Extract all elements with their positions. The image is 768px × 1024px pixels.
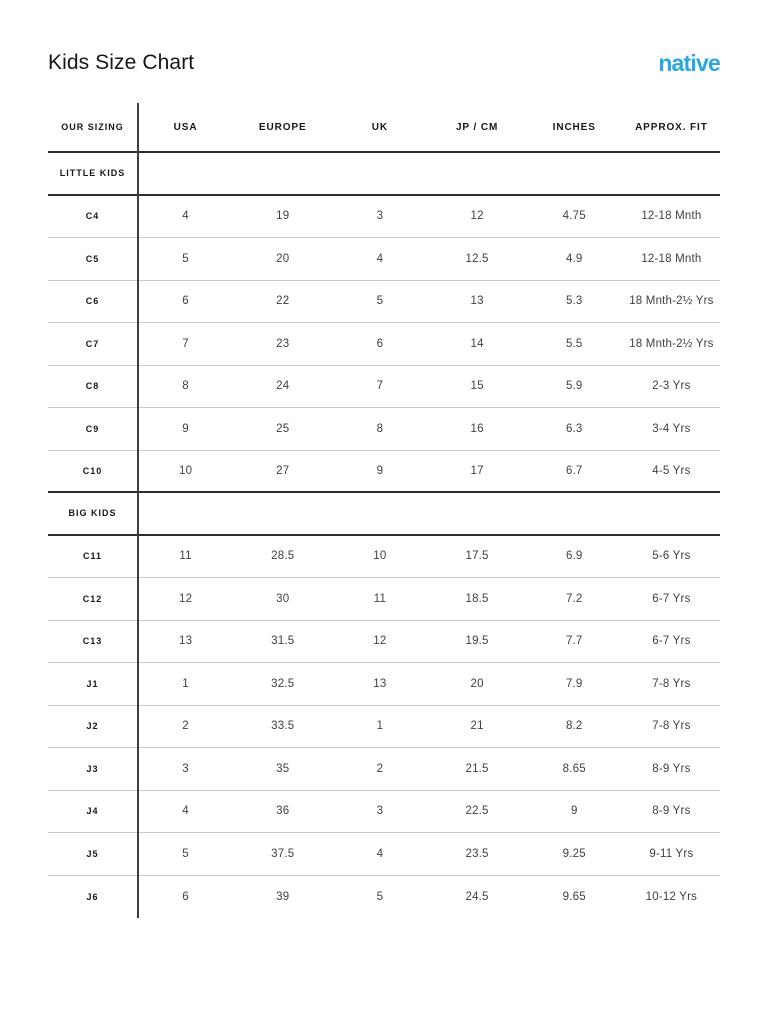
size-value: 20 (470, 677, 484, 690)
size-value: 18.5 (465, 592, 489, 605)
size-label: C6 (85, 296, 100, 307)
section-label: BIG KIDS (68, 508, 117, 519)
size-value: 9 (570, 805, 578, 818)
size-value: 15 (470, 380, 484, 393)
size-label: J2 (86, 721, 99, 732)
size-value: 4 (182, 210, 189, 223)
size-value: 7-8 Yrs (652, 720, 691, 733)
size-value: 4.75 (562, 210, 586, 223)
size-value: 7 (182, 337, 189, 350)
size-label: J4 (86, 806, 99, 817)
size-value: 20 (276, 252, 290, 265)
size-value: 5.3 (565, 295, 583, 308)
size-value: 17.5 (465, 550, 489, 563)
size-value: 13 (178, 635, 193, 648)
size-value: 13 (470, 295, 484, 308)
size-value: 16 (470, 422, 484, 435)
column-header-jp-cm: JP / CM (455, 121, 499, 133)
size-value: 31.5 (271, 635, 295, 648)
size-value: 19 (276, 210, 290, 223)
table-row (48, 876, 720, 919)
table-body (48, 153, 720, 918)
size-value: 2-3 Yrs (652, 380, 691, 393)
size-value: 12-18 Mnth (641, 252, 702, 265)
size-value: 14 (470, 337, 484, 350)
size-value: 6-7 Yrs (652, 592, 691, 605)
size-label: J3 (86, 763, 99, 774)
size-value: 21.5 (465, 762, 489, 775)
size-value: 9-11 Yrs (649, 847, 694, 860)
size-value: 9.65 (562, 890, 586, 903)
size-label: C13 (82, 636, 103, 647)
size-value: 7.9 (565, 677, 583, 690)
table-row (48, 663, 720, 706)
table-row (48, 281, 720, 324)
size-value: 12-18 Mnth (641, 210, 702, 223)
size-value: 6 (182, 890, 189, 903)
size-value: 5 (182, 847, 189, 860)
size-value: 24.5 (465, 890, 489, 903)
size-value: 37.5 (271, 847, 295, 860)
size-value: 33.5 (271, 720, 295, 733)
size-value: 21 (470, 720, 484, 733)
size-value: 10-12 Yrs (645, 890, 698, 903)
size-value: 4-5 Yrs (652, 464, 691, 477)
size-value: 5 (376, 890, 384, 903)
size-label: C10 (82, 465, 103, 476)
page-header (48, 48, 720, 78)
size-value: 7 (376, 380, 384, 393)
section-row (48, 153, 720, 196)
size-value: 7.2 (565, 592, 583, 605)
table-row (48, 238, 720, 281)
size-value: 35 (276, 762, 290, 775)
size-value: 3 (182, 762, 189, 775)
size-value: 9.25 (562, 847, 586, 860)
size-label: C11 (82, 551, 102, 562)
size-value: 9 (182, 422, 189, 435)
size-value: 23.5 (465, 847, 489, 860)
size-label: J6 (86, 891, 99, 902)
size-value: 6 (376, 337, 384, 350)
size-value: 25 (276, 422, 290, 435)
size-value: 8-9 Yrs (652, 805, 691, 818)
size-value: 23 (276, 337, 290, 350)
size-value: 13 (373, 677, 387, 690)
size-value: 1 (182, 677, 189, 690)
size-value: 1 (376, 720, 384, 733)
size-value: 5.9 (565, 380, 583, 393)
native-logo: native (658, 49, 720, 76)
size-label: C12 (82, 593, 103, 604)
section-label: LITTLE KIDS (59, 168, 126, 179)
size-value: 30 (276, 592, 290, 605)
size-value: 12.5 (465, 252, 489, 265)
size-chart-table (48, 103, 720, 918)
size-label: C4 (85, 211, 100, 222)
size-value: 4 (182, 805, 189, 818)
size-value: 10 (373, 550, 387, 563)
size-value: 8 (182, 380, 189, 393)
size-value: 4 (376, 847, 384, 860)
size-value: 8.65 (562, 762, 586, 775)
page-title: Kids Size Chart (48, 51, 195, 74)
table-header-row (48, 103, 720, 153)
size-label: J1 (86, 678, 99, 689)
size-value: 2 (376, 762, 384, 775)
size-label: C9 (85, 423, 100, 434)
size-value: 27 (276, 464, 290, 477)
size-value: 39 (276, 890, 290, 903)
size-value: 5.5 (565, 337, 583, 350)
table-row (48, 833, 720, 876)
column-header-approx-fit: APPROX. FIT (635, 121, 708, 133)
size-value: 22 (276, 295, 290, 308)
table-row (48, 366, 720, 409)
size-value: 11 (373, 592, 387, 605)
size-value: 12 (178, 592, 193, 605)
size-value: 32.5 (271, 677, 295, 690)
size-value: 3-4 Yrs (652, 422, 691, 435)
size-value: 7-8 Yrs (652, 677, 691, 690)
size-value: 6.9 (565, 550, 583, 563)
size-label: J5 (86, 848, 99, 859)
size-value: 7.7 (565, 635, 583, 648)
section-row (48, 493, 720, 536)
column-header-uk: UK (371, 121, 389, 133)
size-label: C8 (85, 381, 100, 392)
size-value: 6.7 (565, 464, 583, 477)
column-header-usa: USA (173, 121, 198, 133)
size-value: 9 (376, 464, 384, 477)
table-row (48, 196, 720, 239)
table-row (48, 578, 720, 621)
column-header-inches: INCHES (552, 121, 596, 133)
size-value: 3 (376, 805, 384, 818)
size-value: 12 (373, 635, 387, 648)
size-value: 11 (179, 550, 192, 563)
size-value: 4 (376, 252, 384, 265)
size-value: 19.5 (465, 635, 489, 648)
table-row (48, 536, 720, 579)
size-value: 28.5 (271, 550, 295, 563)
size-value: 5 (376, 295, 384, 308)
column-header-our-sizing: OUR SIZING (61, 122, 124, 132)
size-value: 18 Mnth-2½ Yrs (629, 295, 714, 308)
size-value: 2 (182, 720, 189, 733)
size-value: 17 (470, 464, 484, 477)
table-row (48, 408, 720, 451)
size-value: 18 Mnth-2½ Yrs (629, 337, 714, 350)
table-row (48, 748, 720, 791)
size-label: C5 (85, 253, 100, 264)
size-value: 8-9 Yrs (652, 762, 691, 775)
size-value: 8.2 (565, 720, 583, 733)
size-value: 3 (376, 210, 384, 223)
size-value: 5-6 Yrs (652, 550, 691, 563)
size-value: 10 (178, 464, 193, 477)
size-value: 6-7 Yrs (652, 635, 691, 648)
table-row (48, 621, 720, 664)
table-row (48, 451, 720, 494)
size-value: 4.9 (565, 252, 583, 265)
size-value: 6.3 (565, 422, 583, 435)
table-row (48, 323, 720, 366)
column-header-europe: EUROPE (258, 121, 307, 133)
table-row (48, 706, 720, 749)
column-divider-line (137, 103, 139, 918)
size-value: 24 (276, 380, 290, 393)
size-value: 36 (276, 805, 290, 818)
size-value: 12 (470, 210, 484, 223)
size-value: 22.5 (465, 805, 489, 818)
table-row (48, 791, 720, 834)
size-label: C7 (85, 338, 100, 349)
size-value: 8 (376, 422, 384, 435)
size-value: 5 (182, 252, 189, 265)
size-value: 6 (182, 295, 189, 308)
